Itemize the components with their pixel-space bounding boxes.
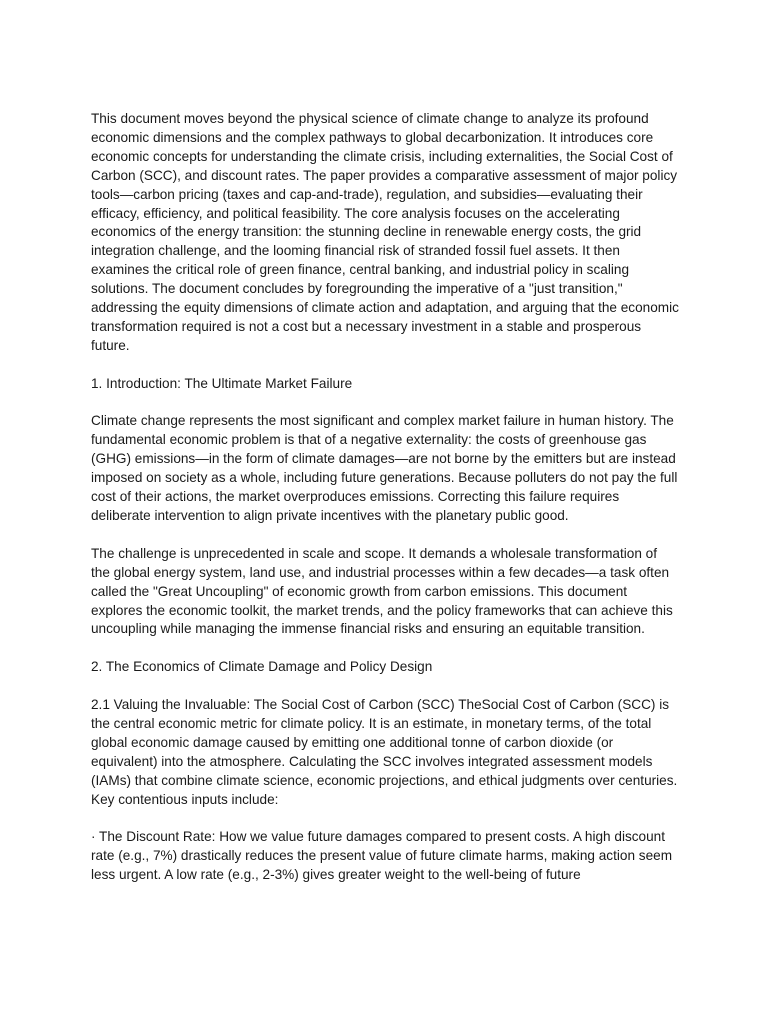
section-1-heading: 1. Introduction: The Ultimate Market Failure <box>91 375 353 391</box>
section-2-heading: 2. The Economics of Climate Damage and Policy Design <box>91 659 433 675</box>
document-page <box>91 110 679 904</box>
section-1-paragraph-1: Climate change represents the most significant and complex market failure in human history. The fundamental economic problem is that of a negative externality: the costs of greenhouse gas (GHG) emissions—in the form of climate damages—are not borne by the emitters but are instead imposed on society as a whole, including future generations. Because polluters do not pay the full cost of their actions, the market overproduces emissions. Correcting this failure requires deliberate intervention to align private incentives with the planetary public good. <box>91 413 678 523</box>
bullet-discount-rate: · The Discount Rate: How we value future damages compared to present costs. A high discount rate (e.g., 7%) drastically reduces the present value of future climate harms, making action seem less urgent. A low rate (e.g., 2-3%) gives greater weight to the well-being of future <box>91 829 673 883</box>
section-2-1-paragraph: 2.1 Valuing the Invaluable: The Social Cost of Carbon (SCC) TheSocial Cost of Carbon (SCC) is the central economic metric for climate policy. It is an estimate, in monetary terms, of the total global economic damage caused by emitting one additional tonne of carbon dioxide (or equivalent) into the atmosphere. Calculating the SCC involves integrated assessment models (IAMs) that combine climate science, economic projections, and ethical judgments over centuries. Key contentious inputs include: <box>91 697 678 807</box>
section-1-paragraph-2: The challenge is unprecedented in scale and scope. It demands a wholesale transformation of the global energy system, land use, and industrial processes within a few decades—a task often called the "Great Uncoupling" of economic growth from carbon emissions. This document explores the economic toolkit, the market trends, and the policy frameworks that can achieve this uncoupling while managing the immense financial risks and ensuring an equitable transition. <box>91 545 673 637</box>
abstract-paragraph: This document moves beyond the physical science of climate change to analyze its profound economic dimensions and the complex pathways to global decarbonization. It introduces core economic concepts for understanding the climate crisis, including externalities, the Social Cost of Carbon (SCC), and discount rates. The paper provides a comparative assessment of major policy tools—carbon pricing (taxes and cap-and-trade), regulation, and subsidies—evaluating their efficacy, efficiency, and political feasibility. The core analysis focuses on the accelerating economics of the energy transition: the stunning decline in renewable energy costs, the grid integration challenge, and the looming financial risk of stranded fossil fuel assets. It then examines the critical role of green finance, central banking, and industrial policy in scaling solutions. The document concludes by foregrounding the imperative of a "just transition," addressing the equity dimensions of climate action and adaptation, and arguing that the economic transformation required is not a cost but a necessary investment in a stable and prosperous future. <box>91 111 679 353</box>
